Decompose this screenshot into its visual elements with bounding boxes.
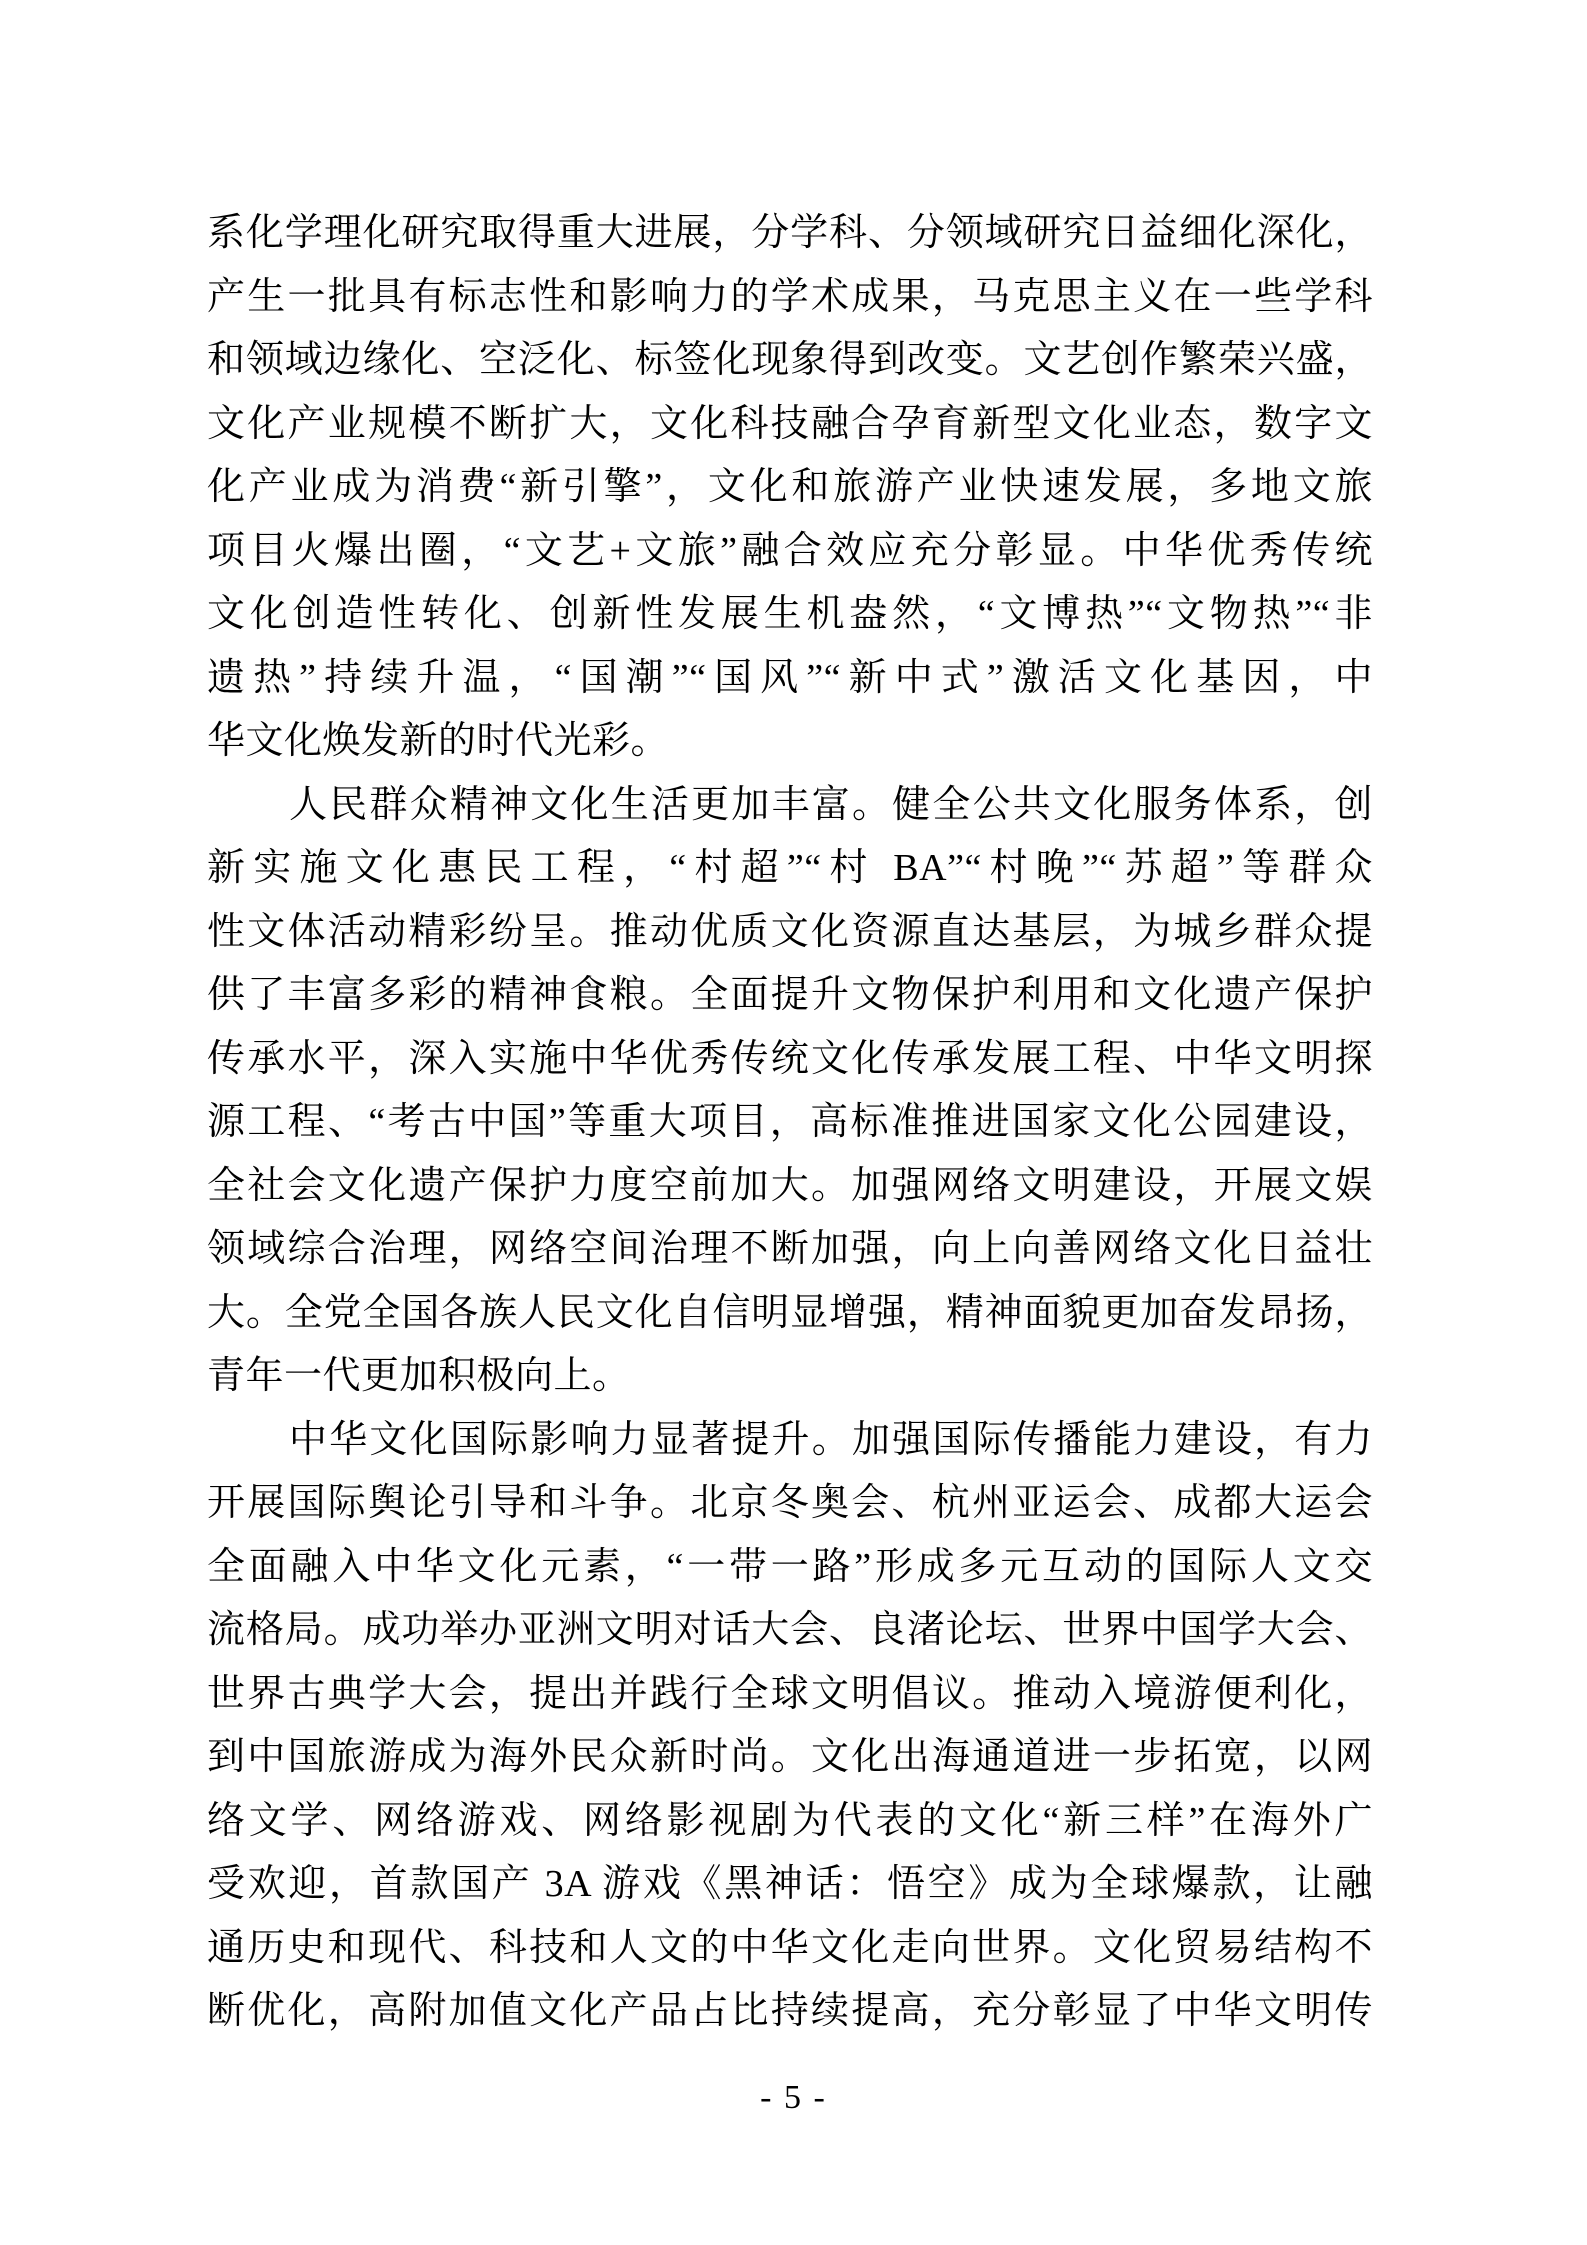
text-line: 文化创造性转化、创新性发展生机盎然，“文博热”“文物热”“非	[207, 593, 1373, 635]
text-line: 络文学、网络游戏、网络影视剧为代表的文化“新三样”在海外广	[207, 1799, 1373, 1842]
text-line: 大。全党全国各族人民文化自信明显增强，精神面貌更加奋发昂扬，	[207, 1291, 1373, 1334]
text-line: 青年一代更加积极向上。	[207, 1355, 631, 1397]
text-line: 供了丰富多彩的精神食粮。全面提升文物保护利用和文化遗产保护	[207, 974, 1373, 1016]
text-line: 全社会文化遗产保护力度空前加大。加强网络文明建设，开展文娱	[207, 1164, 1373, 1207]
text-line: 领域综合治理，网络空间治理不断加强，向上向善网络文化日益壮	[207, 1228, 1373, 1270]
text-line: 断优化，高附加值文化产品占比持续提高，充分彰显了中华文明传	[207, 1990, 1373, 2032]
text-line: 项目火爆出圈，“文艺+文旅”融合效应充分彰显。中华优秀传统	[207, 529, 1373, 572]
text-line: 流格局。成功举办亚洲文明对话大会、良渚论坛、世界中国学大会、	[207, 1609, 1373, 1651]
text-line: 遗热”持续升温，“国潮”“国风”“新中式”激活文化基因，中	[207, 656, 1373, 699]
body-text	[207, 202, 1373, 2044]
text-line: 文化产业规模不断扩大，文化科技融合孕育新型文化业态，数字文	[207, 402, 1373, 445]
text-line: 化产业成为消费“新引擎”，文化和旅游产业快速发展，多地文旅	[207, 466, 1373, 508]
text-line: 产生一批具有标志性和影响力的学术成果，马克思主义在一些学科	[207, 275, 1373, 318]
text-line: 新实施文化惠民工程，“村超”“村 BA”“村晚”“苏超”等群众	[207, 847, 1373, 889]
text-line: 源工程、“考古中国”等重大项目，高标准推进国家文化公园建设，	[207, 1101, 1373, 1143]
text-line: 中华文化国际影响力显著提升。加强国际传播能力建设，有力	[289, 1418, 1373, 1461]
text-line: 传承水平，深入实施中华优秀传统文化传承发展工程、中华文明探	[207, 1037, 1373, 1080]
text-line: 和领域边缘化、空泛化、标签化现象得到改变。文艺创作繁荣兴盛，	[207, 339, 1373, 381]
text-line: 受欢迎，首款国产 3A 游戏《黑神话：悟空》成为全球爆款，让融	[207, 1863, 1373, 1905]
text-line: 世界古典学大会，提出并践行全球文明倡议。推动入境游便利化，	[207, 1672, 1373, 1715]
text-line: 华文化焕发新的时代光彩。	[207, 720, 670, 762]
text-line: 系化学理化研究取得重大进展，分学科、分领域研究日益细化深化，	[207, 212, 1373, 254]
page-number: - 5 -	[760, 2079, 827, 2116]
text-line: 通历史和现代、科技和人文的中华文化走向世界。文化贸易结构不	[207, 1926, 1373, 1969]
text-line: 全面融入中华文化元素，“一带一路”形成多元互动的国际人文交	[207, 1545, 1373, 1588]
text-line: 性文体活动精彩纷呈。推动优质文化资源直达基层，为城乡群众提	[207, 910, 1373, 953]
text-line: 开展国际舆论引导和斗争。北京冬奥会、杭州亚运会、成都大运会	[207, 1482, 1373, 1524]
text-line: 人民群众精神文化生活更加丰富。健全公共文化服务体系，创	[289, 783, 1373, 826]
text-line: 到中国旅游成为海外民众新时尚。文化出海通道进一步拓宽，以网	[207, 1736, 1373, 1778]
